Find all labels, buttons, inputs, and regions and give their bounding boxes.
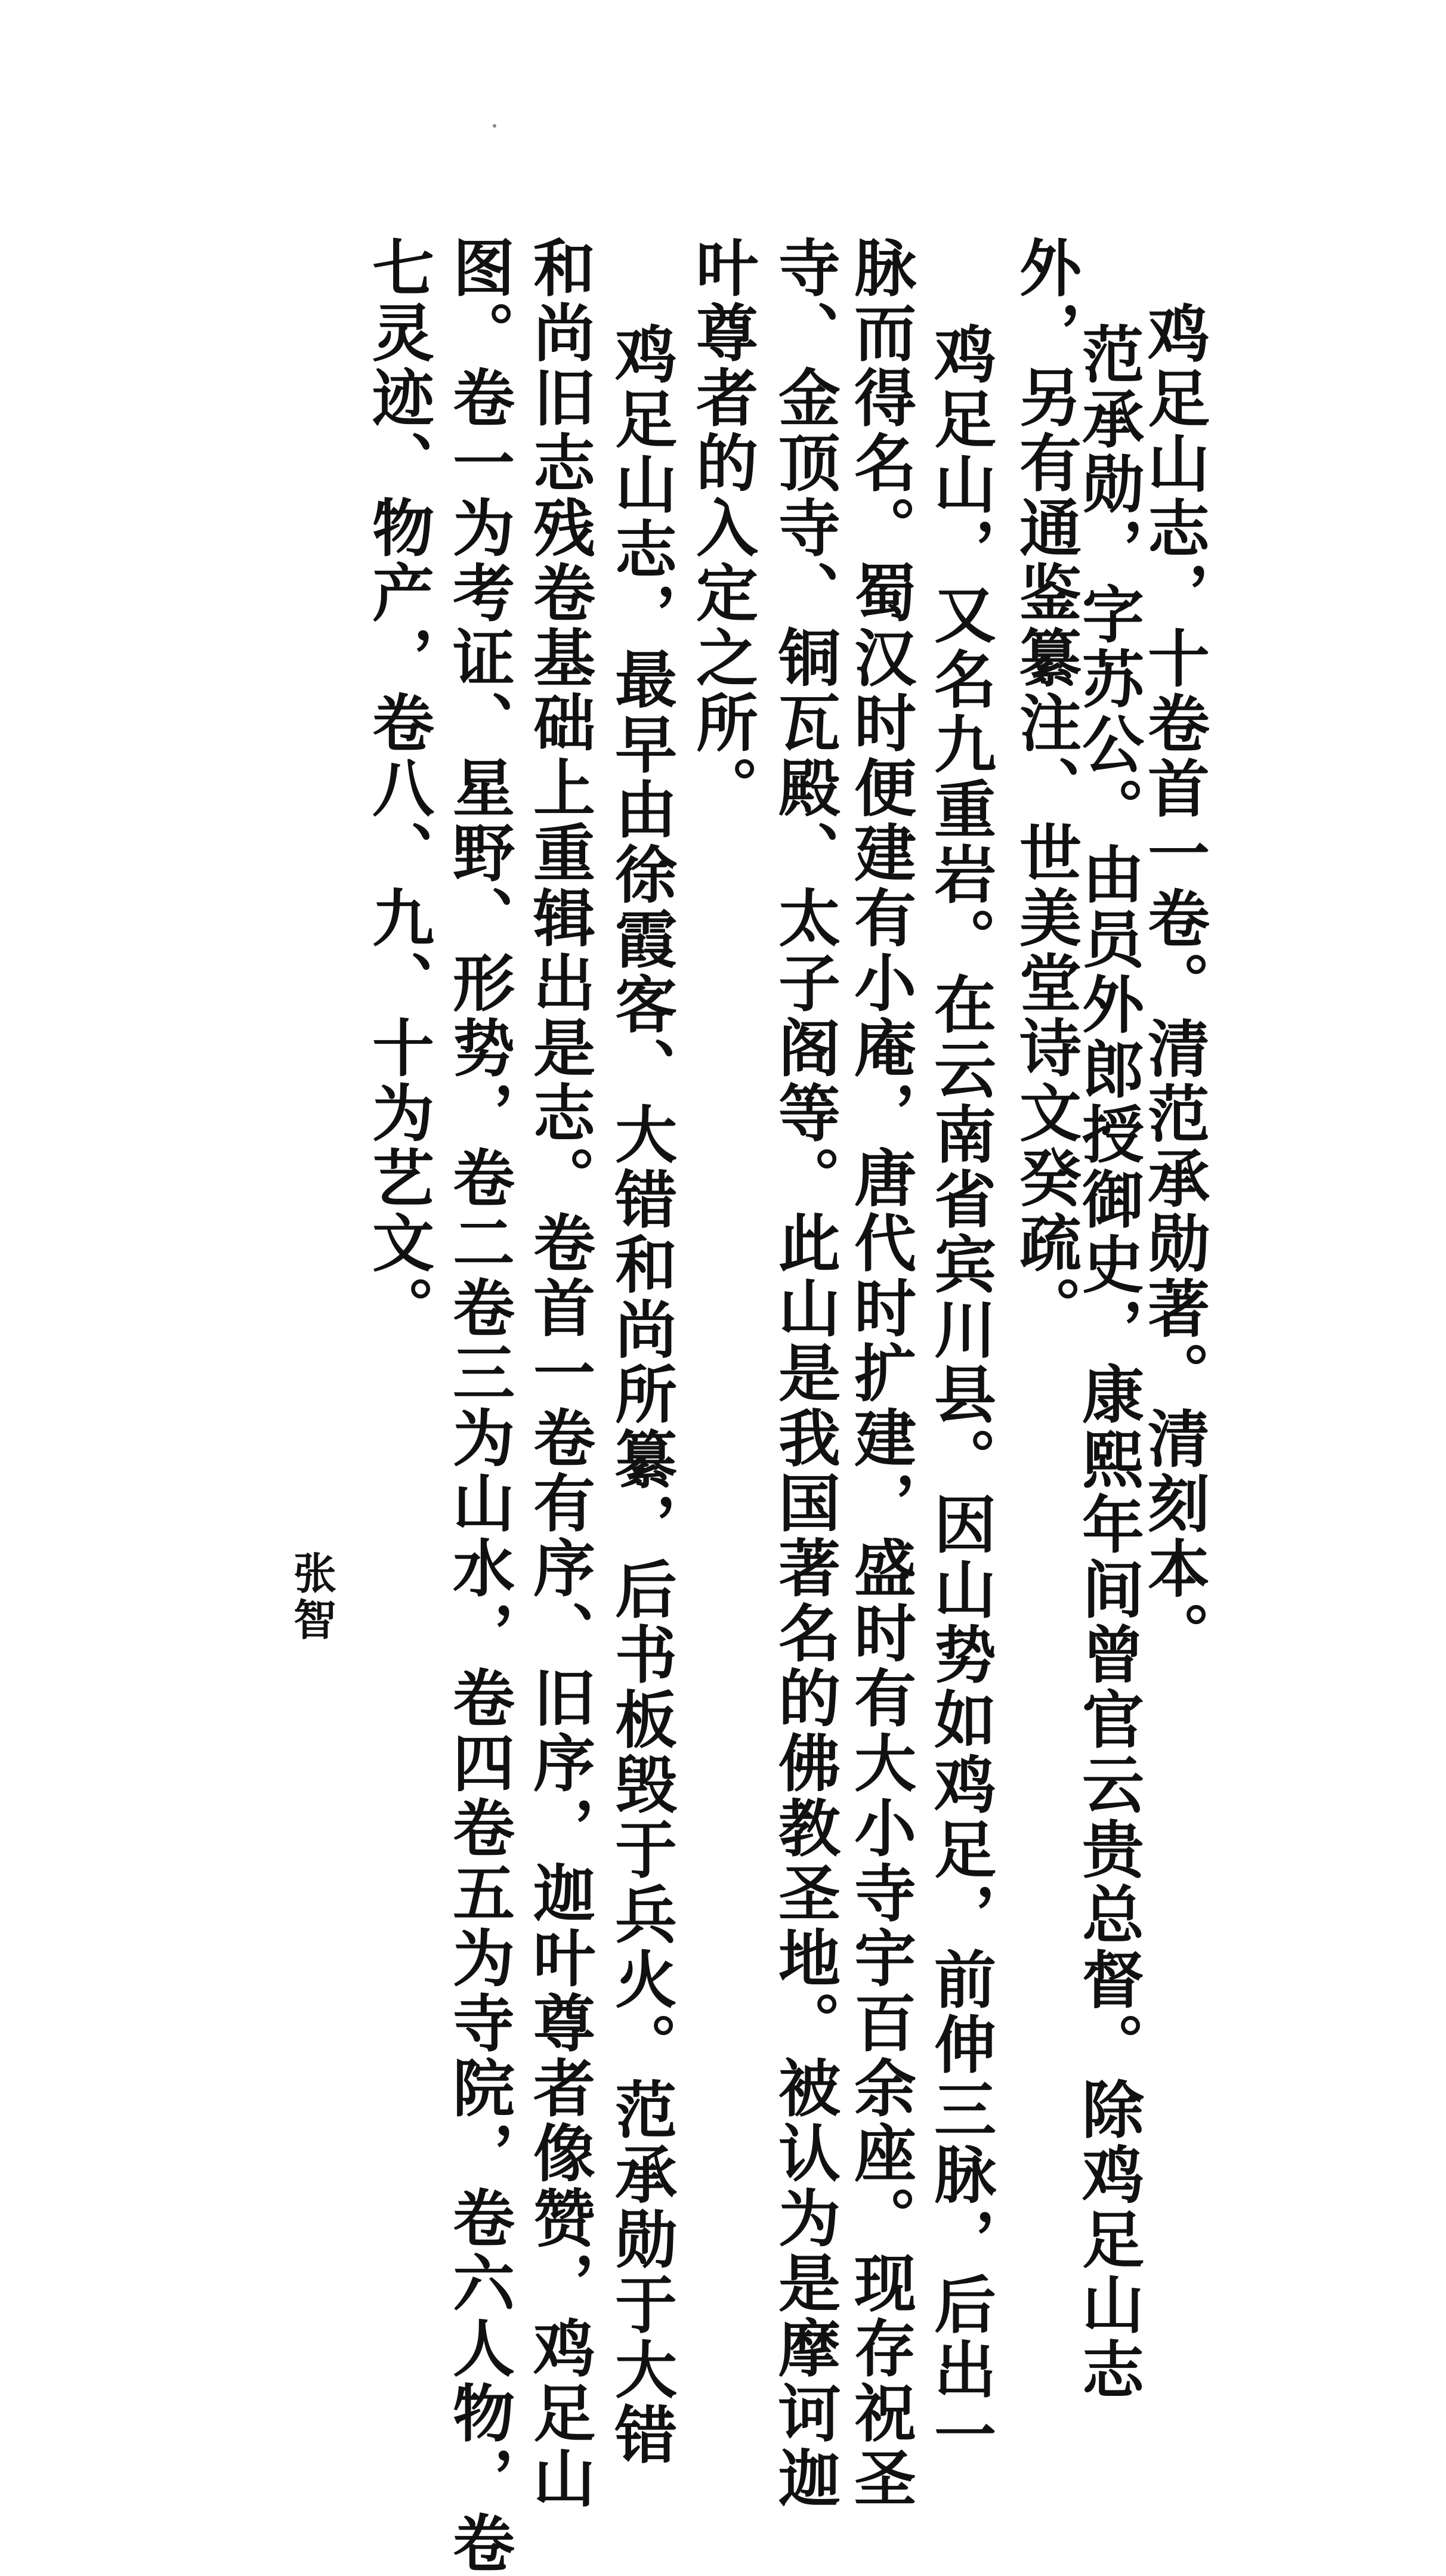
text-column-11: 七灵迹、物产，卷八、九、十为艺文。 [362, 236, 435, 1341]
text-column-7: 叶尊者的入定之所。 [685, 236, 759, 821]
author-signature: 张智 [286, 1551, 337, 1644]
text-column-9: 和尚旧志残卷基础上重辑出是志。卷首一卷有序、旧序，迦叶尊者像赞，鸡足山 [523, 236, 596, 2511]
text-column-4: 鸡足山，又名九重岩。在云南省宾川县。因山势如鸡足，前伸三脉，后出一 [923, 322, 997, 2467]
text-column-8: 鸡足山志，最早由徐霞客、大错和尚所纂，后书板毁于兵火。范承勋于大错 [604, 322, 678, 2467]
text-column-3: 外，另有通鉴纂注、世美堂诗文癸疏。 [1009, 236, 1082, 1341]
text-column-2: 范承勋，字苏公。由员外郎授御史，康熙年间曾官云贵总督。除鸡足山志 [1071, 322, 1145, 2402]
text-column-5: 脉而得名。蜀汉时便建有小庵，唐代时扩建，盛时有大小寺宇百余座。现存祝圣 [844, 236, 917, 2511]
print-speck [493, 124, 496, 128]
text-column-10: 图。卷一为考证、星野、形势，卷二卷三为山水，卷四卷五为寺院，卷六人物，卷 [442, 236, 515, 2576]
text-column-6: 寺、金顶寺、铜瓦殿、太子阁等。此山是我国著名的佛教圣地。被认为是摩诃迦 [768, 236, 841, 2511]
text-column-1: 鸡足山志，十卷首一卷。清范承勋著。清刻本。 [1137, 301, 1210, 1666]
